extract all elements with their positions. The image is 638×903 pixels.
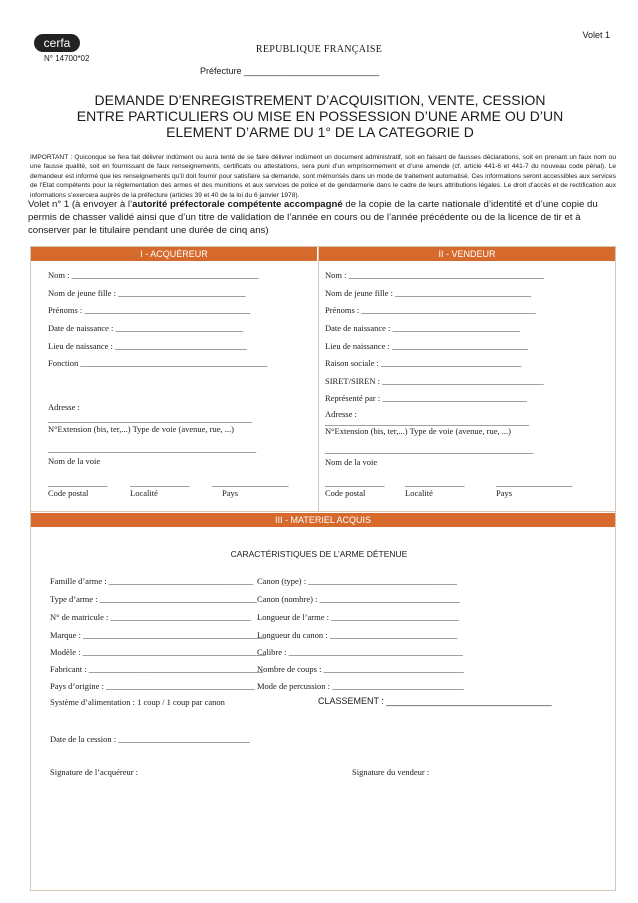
classement-field[interactable]: CLASSEMENT : _________________________________ bbox=[318, 696, 552, 706]
systeme-alimentation-field[interactable]: Système d’alimentation : 1 coup / 1 coup par canon bbox=[50, 697, 225, 707]
section-acquereur-header: I - ACQUÉREUR bbox=[31, 247, 317, 261]
cerfa-logo: cerfa bbox=[34, 34, 80, 52]
acquereur-adresse-label: Adresse : bbox=[48, 402, 80, 412]
vendeur-siret-field[interactable]: SIRET/SIREN : ______________________________________ bbox=[325, 376, 544, 386]
vendeur-localite-label: Localité bbox=[405, 488, 433, 498]
signature-acquereur-field[interactable]: Signature de l’acquéreur : bbox=[50, 767, 139, 777]
acquereur-fonction-field[interactable]: Fonction ____________________________________________ bbox=[48, 358, 268, 368]
type-arme-field[interactable]: Type d’arme : _____________________________________ bbox=[50, 594, 257, 604]
pays-origine-field[interactable]: Pays d’origine : ___________________________________ bbox=[50, 681, 255, 691]
vendeur-code-postal-label: Code postal bbox=[325, 488, 366, 498]
fabricant-field[interactable]: Fabricant : _________________________________________ bbox=[50, 664, 263, 674]
nombre-coups-field[interactable]: Nombre de coups : _________________________________ bbox=[257, 664, 464, 674]
section-vendeur-header: II - VENDEUR bbox=[319, 247, 615, 261]
acquereur-code-postal-label: Code postal bbox=[48, 488, 89, 498]
prefecture-field[interactable]: Préfecture ___________________________ bbox=[200, 66, 380, 76]
vendeur-date-naissance-field[interactable]: Date de naissance : ______________________________ bbox=[325, 323, 520, 333]
mode-percussion-field[interactable]: Mode de percussion : _______________________________ bbox=[257, 681, 464, 691]
form-title bbox=[40, 92, 600, 140]
vendeur-voie-line[interactable]: _________________________________________________ bbox=[325, 445, 534, 455]
vendeur-localite-line[interactable]: ______________ bbox=[405, 478, 465, 488]
caracteristiques-heading: CARACTÉRISTIQUES DE L’ARME DÉTENUE bbox=[230, 549, 408, 559]
longueur-arme-field[interactable]: Longueur de l’arme : ______________________________ bbox=[257, 612, 459, 622]
vendeur-prenoms-field[interactable]: Prénoms : _________________________________________ bbox=[325, 305, 536, 315]
longueur-canon-field[interactable]: Longueur du canon : ______________________________ bbox=[257, 630, 458, 640]
volet-instructions bbox=[28, 198, 618, 237]
acquereur-nom-voie-label: Nom de la voie bbox=[48, 456, 101, 466]
vendeur-extension-label: N°Extension (bis, ter,...) Type de voie (avenue, rue, ...) bbox=[325, 426, 511, 436]
title-line-3: ELEMENT D’ARME DU 1° DE LA CATEGORIE D bbox=[166, 124, 474, 140]
acquereur-localite-line[interactable]: ______________ bbox=[130, 478, 190, 488]
section-divider bbox=[30, 511, 616, 512]
important-notice: IMPORTANT : Quiconque se fera fait délivrer indûment ou aura tenté de se faire délivrer indûment un document administratif, soit en faisant de fausses déclarations, soit en prenant un faux nom ou une fausse qualité, soit en fournissant de faux renseignements, certificats ou attestations, sera puni d’un emprisonnement et d’une amende (cf. article 441-6 et 441-7 du nouveau code pénal). Le demandeur est informé que les renseignements qu’il doit fournir pour satisfaire sa demande, sont mémorisés dans un mode de traitement automatisé. Ces informations seront accessibles aux services de l’Etat compétents pour la réglementation des armes et des munitions et aux services de police et de gendarmerie dans le cadre de leurs attributions légales. Le droit d’accès et de rectification aux informations s’exercera auprès de la préfecture (articles 39 et 40 de la loi du 6 janvier 1978). bbox=[30, 154, 616, 199]
famille-arme-field[interactable]: Famille d’arme : __________________________________ bbox=[50, 576, 254, 586]
date-cession-field[interactable]: Date de la cession : _______________________________ bbox=[50, 734, 250, 744]
vendeur-nom-voie-label: Nom de la voie bbox=[325, 457, 378, 467]
acquereur-extension-line[interactable]: ________________________________________________ bbox=[48, 414, 252, 424]
matricule-field[interactable]: N° de matricule : _________________________________ bbox=[50, 612, 251, 622]
volet-instructions-part1: Volet n° 1 (à envoyer à l’ bbox=[28, 199, 133, 210]
vendeur-represente-field[interactable]: Représenté par : __________________________________ bbox=[325, 393, 527, 403]
title-line-1: DEMANDE D’ENREGISTREMENT D’ACQUISITION, VENTE, CESSION bbox=[94, 92, 546, 108]
marque-field[interactable]: Marque : ___________________________________________ bbox=[50, 630, 266, 640]
cerfa-number: N° 14700*02 bbox=[44, 54, 90, 63]
signature-vendeur-field[interactable]: Signature du vendeur : bbox=[352, 767, 430, 777]
acquereur-localite-label: Localité bbox=[130, 488, 158, 498]
column-divider bbox=[318, 247, 319, 511]
volet-instructions-bold: autorité préfectorale compétente accompagné bbox=[132, 199, 343, 210]
acquereur-pays-label: Pays bbox=[222, 488, 239, 498]
vendeur-nom-field[interactable]: Nom : ______________________________________________ bbox=[325, 270, 545, 280]
vendeur-nom-jeune-fille-field[interactable]: Nom de jeune fille : ________________________________ bbox=[325, 288, 532, 298]
vendeur-extension-line[interactable]: ________________________________________________ bbox=[325, 417, 529, 427]
acquereur-prenoms-field[interactable]: Prénoms : _______________________________________ bbox=[48, 305, 251, 315]
acquereur-extension-label: N°Extension (bis, ter,...) Type de voie (avenue, rue, ...) bbox=[48, 424, 234, 434]
volet-label: Volet 1 bbox=[582, 30, 610, 40]
vendeur-lieu-naissance-field[interactable]: Lieu de naissance : ________________________________ bbox=[325, 341, 529, 351]
modele-field[interactable]: Modèle : ___________________________________________ bbox=[50, 647, 266, 657]
vendeur-pays-label: Pays bbox=[496, 488, 513, 498]
canon-type-field[interactable]: Canon (type) : ___________________________________ bbox=[257, 576, 457, 586]
title-line-2: ENTRE PARTICULIERS OU MISE EN POSSESSION D’UNE ARME OU D’UN bbox=[76, 108, 564, 124]
republique-heading: REPUBLIQUE FRANÇAISE bbox=[255, 44, 383, 55]
calibre-field[interactable]: Calibre : _________________________________________ bbox=[257, 647, 463, 657]
acquereur-code-postal-line[interactable]: ______________ bbox=[48, 478, 108, 488]
volet-instructions-part2: de la copie de la carte nationale d’identité et d’une copie du permis de chasser validé ainsi que d’un titre de validation de l’année en cours ou de l’année précédente ou de la licence de tir et à conserver par le titulaire pendant une durée de cinq ans) bbox=[28, 199, 598, 236]
acquereur-nom-field[interactable]: Nom : ____________________________________________ bbox=[48, 270, 259, 280]
acquereur-date-naissance-field[interactable]: Date de naissance : ______________________________ bbox=[48, 323, 243, 333]
acquereur-nom-jeune-fille-field[interactable]: Nom de jeune fille : ______________________________ bbox=[48, 288, 246, 298]
acquereur-pays-line[interactable]: __________________ bbox=[212, 478, 289, 488]
vendeur-code-postal-line[interactable]: ______________ bbox=[325, 478, 385, 488]
vendeur-raison-sociale-field[interactable]: Raison sociale : _________________________________ bbox=[325, 358, 522, 368]
vendeur-adresse-label: Adresse : bbox=[325, 409, 357, 419]
acquereur-lieu-naissance-field[interactable]: Lieu de naissance : _______________________________ bbox=[48, 341, 247, 351]
vendeur-pays-line[interactable]: __________________ bbox=[496, 478, 573, 488]
canon-nombre-field[interactable]: Canon (nombre) : _________________________________ bbox=[257, 594, 460, 604]
section-materiel-header: III - MATERIEL ACQUIS bbox=[31, 513, 615, 527]
acquereur-voie-line[interactable]: _________________________________________________ bbox=[48, 444, 257, 454]
